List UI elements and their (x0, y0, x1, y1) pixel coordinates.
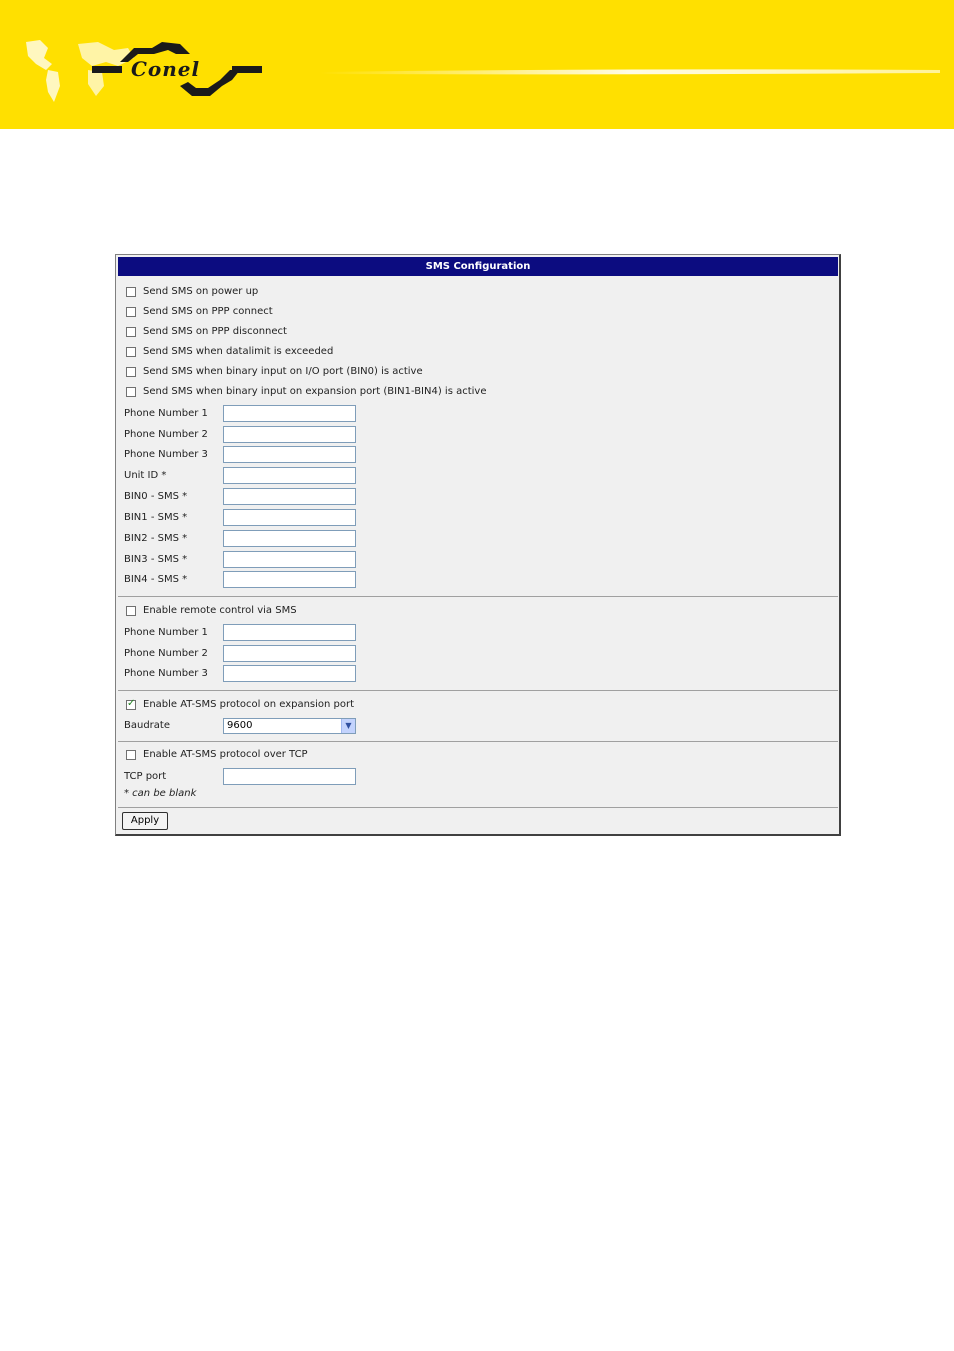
bin2-sms-input[interactable] (223, 530, 356, 547)
checkbox-label: Enable AT-SMS protocol over TCP (143, 749, 308, 760)
baudrate-value: 9600 (227, 720, 253, 731)
blank-note: * can be blank (124, 788, 197, 799)
checkbox-label: Send SMS on power up (143, 286, 259, 297)
field-label: Phone Number 3 (124, 449, 208, 460)
phone-number-3-input[interactable] (223, 446, 356, 463)
remote-phone-number-1-input[interactable] (223, 624, 356, 641)
phone-number-1-input[interactable] (223, 405, 356, 422)
checkbox[interactable] (126, 606, 136, 616)
remote-phone-number-2-input[interactable] (223, 645, 356, 662)
field-label: Phone Number 2 (124, 429, 208, 440)
phone-number-2-input[interactable] (223, 426, 356, 443)
field-label: Phone Number 3 (124, 668, 208, 679)
bin1-sms-input[interactable] (223, 509, 356, 526)
checkbox[interactable] (126, 287, 136, 297)
header-banner (0, 0, 954, 129)
field-label: Phone Number 2 (124, 648, 208, 659)
checkbox[interactable] (126, 750, 136, 760)
field-label: Baudrate (124, 720, 170, 731)
checkbox-label: Send SMS on PPP disconnect (143, 326, 287, 337)
field-label: Unit ID * (124, 470, 167, 481)
section-divider (118, 690, 838, 691)
checkbox-label: Send SMS when binary input on expansion port (BIN1-BIN4) is active (143, 386, 487, 397)
field-label: BIN2 - SMS * (124, 533, 188, 544)
field-label: BIN4 - SMS * (124, 574, 188, 585)
sms-configuration-panel (115, 254, 841, 836)
section-divider (118, 807, 838, 808)
checkbox[interactable] (126, 387, 136, 397)
apply-button[interactable]: Apply (122, 812, 168, 830)
field-label: BIN0 - SMS * (124, 491, 188, 502)
bin3-sms-input[interactable] (223, 551, 356, 568)
bin4-sms-input[interactable] (223, 571, 356, 588)
checkbox[interactable] (126, 307, 136, 317)
field-label: Phone Number 1 (124, 627, 208, 638)
section-divider (118, 741, 838, 742)
checkbox-label: Send SMS when datalimit is exceeded (143, 346, 334, 357)
checkbox-label: Enable AT-SMS protocol on expansion port (143, 699, 355, 710)
baudrate-select[interactable] (223, 718, 356, 734)
checkbox[interactable] (126, 347, 136, 357)
checkbox-label: Send SMS when binary input on I/O port (BIN0) is active (143, 366, 423, 377)
field-label: Phone Number 1 (124, 408, 208, 419)
checkbox-label: Send SMS on PPP connect (143, 306, 273, 317)
logo-text: Conel (131, 57, 201, 81)
panel-title: SMS Configuration (118, 257, 838, 276)
unit-id-input[interactable] (223, 467, 356, 484)
section-divider (118, 596, 838, 597)
swoosh-decoration (320, 62, 940, 78)
checkbox-label: Enable remote control via SMS (143, 605, 297, 616)
tcp-port-input[interactable] (223, 768, 356, 785)
remote-phone-number-3-input[interactable] (223, 665, 356, 682)
field-label: BIN1 - SMS * (124, 512, 188, 523)
field-label: TCP port (124, 771, 167, 782)
bin0-sms-input[interactable] (223, 488, 356, 505)
field-label: BIN3 - SMS * (124, 554, 188, 565)
chevron-down-icon[interactable]: ▼ (341, 719, 355, 733)
checkbox[interactable] (126, 367, 136, 377)
checkbox[interactable] (126, 700, 136, 710)
checkbox[interactable] (126, 327, 136, 337)
